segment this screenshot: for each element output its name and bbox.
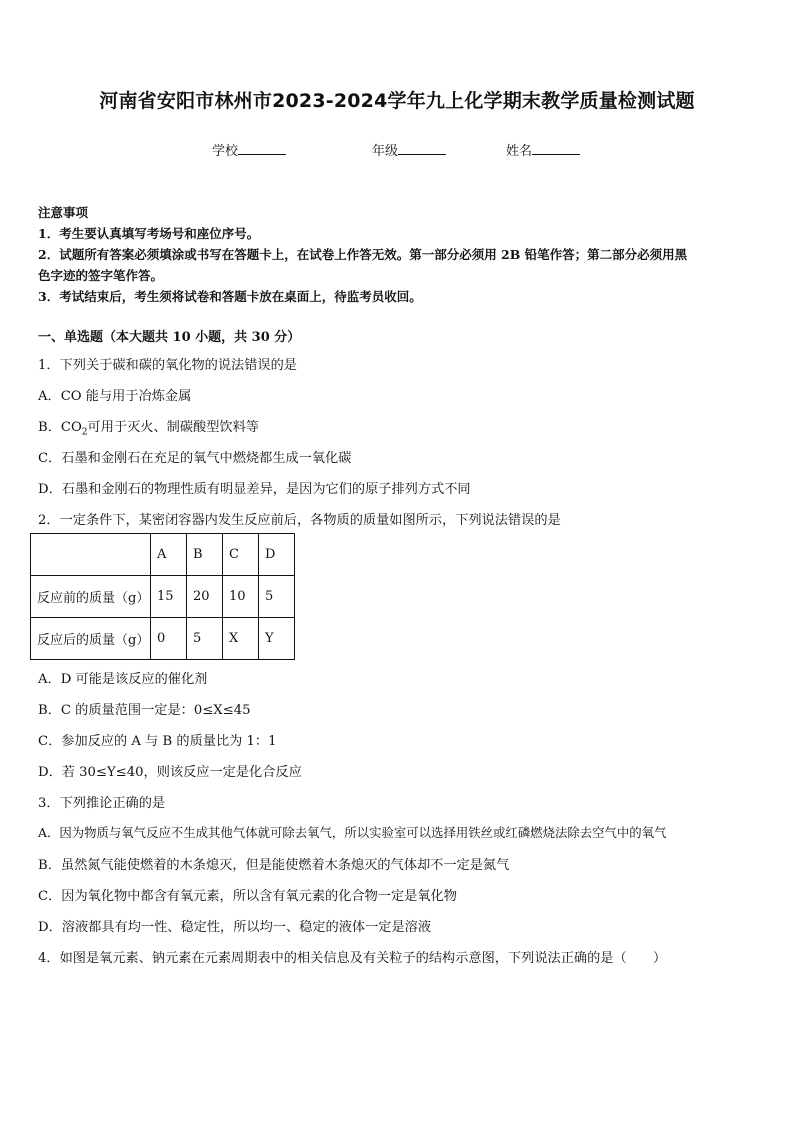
notice-item: 1．考生要认真填写考场号和座位序号。	[38, 226, 260, 241]
table-row	[31, 576, 295, 618]
notice-block	[38, 202, 758, 307]
section-heading: 一、单选题（本大题共 10 小题，共 30 分）	[38, 330, 301, 345]
notice-heading: 注意事项	[38, 205, 89, 220]
q1-option-b	[38, 416, 259, 438]
q1-option-b-prefix: B．CO	[38, 420, 82, 435]
notice-item: 2．试题所有答案必须填涂或书写在答题卡上，在试卷上作答无效。第一部分必须用 2B 铅笔作答；第二部分必须用黑	[38, 247, 688, 262]
name-label: 姓名	[506, 144, 533, 159]
table-cell: 反应前的质量（g）	[31, 576, 151, 618]
q3-option-b: B．虽然氮气能使燃着的木条熄灭，但是能使燃着木条熄灭的气体却不一定是氮气	[38, 858, 510, 873]
table-cell: 5	[259, 576, 295, 618]
table-cell: X	[223, 618, 259, 660]
table-header-row	[31, 534, 295, 576]
table-cell: Y	[259, 618, 295, 660]
school-blank	[238, 142, 286, 155]
table-cell: 15	[151, 576, 187, 618]
grade-label: 年级	[372, 144, 399, 159]
mass-table	[30, 533, 295, 660]
q1-option-d: D．石墨和金刚石的物理性质有明显差异，是因为它们的原子排列方式不同	[38, 482, 471, 497]
page-title: 河南省安阳市林州市2023-2024学年九上化学期末教学质量检测试题	[99, 90, 695, 112]
table-cell: A	[151, 534, 187, 576]
notice-item: 色字迹的签字笔作答。	[38, 268, 164, 283]
q3-option-c: C．因为氧化物中都含有氧元素，所以含有氧元素的化合物一定是氧化物	[38, 889, 457, 904]
school-label: 学校	[212, 144, 239, 159]
q2-option-d: D．若 30≤Y≤40，则该反应一定是化合反应	[38, 765, 302, 780]
q2-option-b: B．C 的质量范围一定是：0≤X≤45	[38, 703, 251, 718]
school-field	[212, 140, 286, 159]
table-cell: D	[259, 534, 295, 576]
table-cell: 0	[151, 618, 187, 660]
table-cell: 反应后的质量（g）	[31, 618, 151, 660]
q2-stem: 2．一定条件下，某密闭容器内发生反应前后，各物质的质量如图所示，下列说法错误的是	[38, 513, 561, 528]
q4-stem: 4．如图是氧元素、钠元素在元素周期表中的相关信息及有关粒子的结构示意图，下列说法正确的是（ ）	[38, 951, 667, 966]
q3-option-d: D．溶液都具有均一性、稳定性，所以均一、稳定的液体一定是溶液	[38, 920, 432, 935]
name-blank	[532, 142, 580, 155]
table-cell: C	[223, 534, 259, 576]
table-cell: B	[187, 534, 223, 576]
q1-stem: 1．下列关于碳和碳的氧化物的说法错误的是	[38, 358, 297, 373]
table-cell	[31, 534, 151, 576]
q1-option-a: A．CO 能与用于冶炼金属	[38, 389, 192, 404]
q3-option-a: A．因为物质与氧气反应不生成其他气体就可除去氧气，所以实验室可以选择用铁丝或红磷燃烧法除去空气中的氧气	[38, 825, 667, 840]
q1-option-c: C．石墨和金刚石在充足的氧气中燃烧都生成一氧化碳	[38, 451, 352, 466]
q2-option-c: C．参加反应的 A 与 B 的质量比为 1：1	[38, 734, 277, 749]
q1-option-b-text: 可用于灭火、制碳酸型饮料等	[87, 420, 259, 435]
table-cell: 5	[187, 618, 223, 660]
q2-option-a: A．D 可能是该反应的催化剂	[38, 672, 208, 687]
table-cell: 10	[223, 576, 259, 618]
q3-stem: 3．下列推论正确的是	[38, 796, 166, 811]
q1-option-b-subscript: 2	[81, 427, 88, 438]
grade-blank	[398, 142, 446, 155]
name-field	[506, 140, 580, 159]
table-cell: 20	[187, 576, 223, 618]
notice-item: 3．考试结束后，考生须将试卷和答题卡放在桌面上，待监考员收回。	[38, 289, 422, 304]
table-row	[31, 618, 295, 660]
grade-field	[372, 140, 446, 159]
